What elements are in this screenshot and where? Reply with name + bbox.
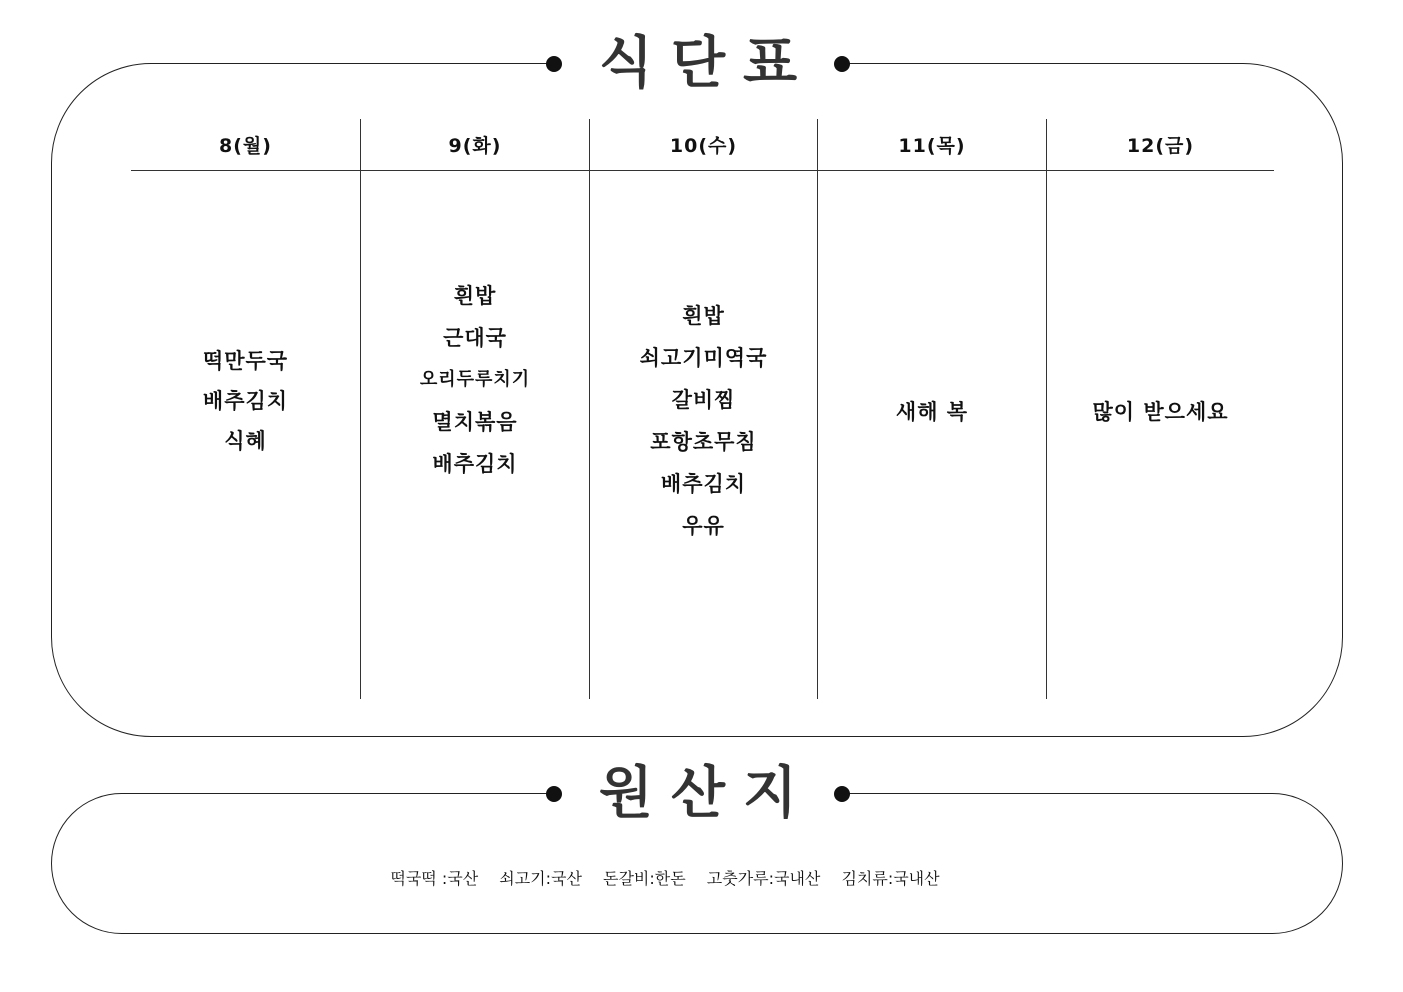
day-column-thu — [817, 119, 1046, 699]
day-column-fri — [1046, 119, 1274, 699]
menu-title: 식단표 — [598, 31, 816, 96]
dish-item: 우유 — [682, 514, 725, 538]
day-header: 9(화) — [448, 135, 502, 157]
dish-item: 흰밥 — [682, 304, 725, 328]
origin-list — [0, 866, 1330, 889]
origin-title-block — [548, 754, 848, 834]
menu-table — [131, 119, 1274, 699]
origin-item: 김치류:국내산 — [841, 869, 940, 888]
dish-item: 근대국 — [443, 326, 507, 350]
day-dishes — [131, 171, 360, 699]
day-header: 12(금) — [1126, 135, 1195, 157]
origin-title: 원산지 — [598, 761, 816, 826]
day-dishes — [590, 171, 817, 699]
dish-item: 오리두루치기 — [419, 369, 531, 390]
origin-item: 떡국떡 :국산 — [390, 869, 479, 888]
day-column-mon — [131, 119, 360, 699]
origin-item: 고춧가루:국내산 — [706, 869, 821, 888]
day-header: 10(수) — [669, 135, 738, 157]
day-dishes — [361, 171, 589, 699]
day-dishes — [818, 171, 1046, 699]
title-dot-left-icon — [546, 786, 562, 802]
dish-item: 식혜 — [224, 429, 267, 453]
dish-item: 쇠고기미역국 — [639, 346, 768, 370]
origin-item: 돈갈비:한돈 — [603, 869, 686, 888]
day-header: 11(목) — [898, 135, 966, 157]
dish-item: 많이 받으세요 — [1092, 400, 1229, 424]
dish-item: 포항초무침 — [650, 430, 757, 454]
origin-item: 쇠고기:국산 — [499, 869, 582, 888]
dish-item: 배추김치 — [202, 389, 289, 413]
title-dot-right-icon — [834, 56, 850, 72]
day-column-tue — [360, 119, 589, 699]
dish-item: 멸치볶음 — [432, 410, 518, 434]
dish-item: 새해 복 — [895, 400, 969, 424]
dish-item: 배추김치 — [432, 452, 518, 476]
title-dot-right-icon — [834, 786, 850, 802]
title-dot-left-icon — [546, 56, 562, 72]
day-dishes — [1047, 171, 1274, 699]
dish-item: 떡만두국 — [202, 349, 289, 373]
menu-title-block — [548, 24, 848, 104]
dish-item: 흰밥 — [453, 284, 497, 308]
day-header: 8(월) — [219, 135, 272, 157]
day-column-wed — [589, 119, 817, 699]
dish-item: 갈비찜 — [671, 388, 736, 412]
dish-item: 배추김치 — [660, 472, 747, 496]
